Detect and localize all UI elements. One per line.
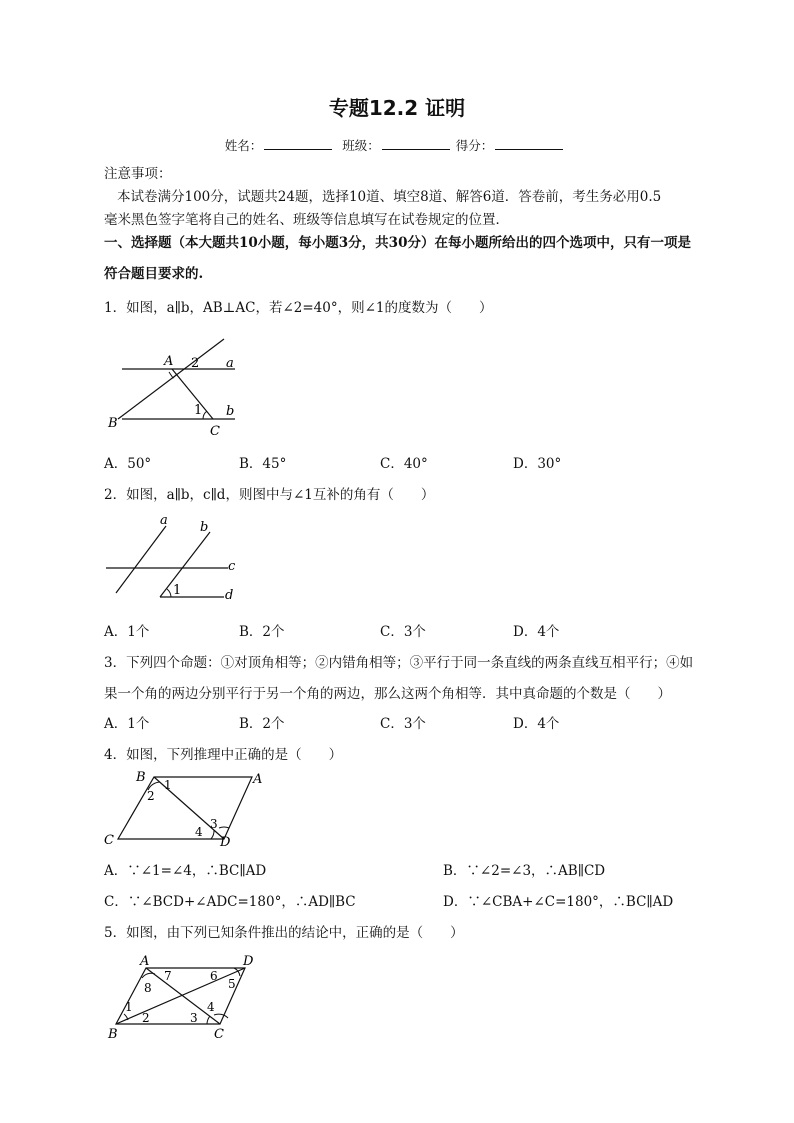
line-d-label: d [225, 588, 234, 603]
score-label: 得分： [455, 138, 494, 153]
question-1-option-c[interactable]: C．40° [380, 456, 428, 472]
question-4-option-c[interactable]: C．∵∠BCD+∠ADC=180°，∴AD∥BC [104, 894, 356, 910]
angle-1-label: 1 [164, 778, 172, 792]
label-A: A [140, 954, 150, 969]
angle-5-label: 5 [228, 977, 236, 991]
question-4-option-d[interactable]: D．∵∠CBA+∠C=180°，∴BC∥AD [443, 894, 674, 910]
label-A: A [253, 772, 263, 787]
label-A: A [164, 354, 174, 369]
question-3-line-2: 果一个角的两边分别平行于另一个角的两边，那么这两个角相等．其中真命题的个数是（ ） [104, 686, 671, 702]
name-label: 姓名： [224, 138, 263, 153]
angle-1-label: 1 [173, 583, 182, 598]
label-C: C [214, 1027, 224, 1042]
page-title: 专题12.2 证明 [328, 96, 466, 120]
angle-4-label: 4 [207, 1000, 215, 1014]
label-B: B [136, 770, 146, 785]
angle-1-label: 1 [125, 1000, 133, 1014]
question-3-option-a[interactable]: A．1个 [104, 716, 150, 732]
question-1-option-a[interactable]: A．50° [104, 456, 152, 472]
angle-8-label: 8 [144, 981, 152, 995]
question-3-option-d[interactable]: D．4个 [513, 716, 560, 732]
label-D: D [243, 954, 254, 969]
notice-line-2: 毫米黑色签字笔将自己的姓名、班级等信息填写在试卷规定的位置． [104, 212, 509, 228]
line-a-label: a [226, 356, 234, 371]
question-2-option-c[interactable]: C．3个 [380, 624, 426, 640]
line-b-label: b [200, 520, 209, 535]
notice-heading: 注意事项： [104, 166, 172, 182]
angle-3-label: 3 [210, 817, 218, 831]
label-D: D [220, 835, 231, 848]
notice-line-1: 本试卷满分100分，试题共24题，选择10道、填空8道、解答6道．答卷前，考生务必用0.5 [117, 189, 662, 205]
label-C: C [104, 833, 114, 848]
question-1-stem: 1．如图，a∥b，AB⊥AC，若∠2=40°，则∠1的度数为（ ） [104, 300, 493, 316]
student-info-line [0, 136, 794, 154]
question-2-option-b[interactable]: B．2个 [239, 624, 285, 640]
question-2-figure [100, 510, 260, 610]
question-4-figure [98, 766, 278, 848]
section-heading-line-2: 符合题目要求的. [104, 266, 204, 282]
angle-7-label: 7 [164, 969, 172, 983]
question-5-stem: 5．如图，由下列已知条件推出的结论中，正确的是（ ） [104, 925, 464, 941]
line-a-label: a [160, 513, 168, 528]
angle-2-label: 2 [142, 1011, 150, 1025]
question-4-stem: 4．如图，下列推理中正确的是（ ） [104, 747, 343, 763]
line-c-label: c [228, 559, 236, 574]
class-label: 班级： [342, 138, 380, 153]
label-C: C [210, 424, 220, 439]
question-4-option-b[interactable]: B．∵∠2=∠3，∴AB∥CD [443, 863, 606, 879]
question-2-option-d[interactable]: D．4个 [513, 624, 560, 640]
section-heading-line-1: 一、选择题（本大题共10小题，每小题3分，共30分）在每小题所给出的四个选项中，只有一项是 [104, 235, 691, 251]
angle-6-label: 6 [210, 969, 218, 983]
angle-3-label: 3 [190, 1011, 198, 1025]
question-5-figure [100, 948, 270, 1043]
question-1-option-b[interactable]: B．45° [239, 456, 287, 472]
line-b-label: b [226, 404, 235, 419]
label-B: B [108, 416, 118, 431]
angle-2-label: 2 [147, 789, 155, 803]
question-3-option-b[interactable]: B．2个 [239, 716, 285, 732]
question-2-stem: 2．如图，a∥b，c∥d，则图中与∠1互补的角有（ ） [104, 487, 435, 503]
angle-2-label: 2 [191, 356, 200, 371]
label-B: B [108, 1027, 118, 1042]
question-4-option-a[interactable]: A．∵∠1=∠4，∴BC∥AD [104, 863, 267, 879]
angle-4-label: 4 [195, 825, 203, 839]
score-blank[interactable] [495, 138, 563, 150]
question-2-option-a[interactable]: A．1个 [104, 624, 150, 640]
name-blank[interactable] [264, 138, 332, 150]
question-3-line-1: 3．下列四个命题：①对顶角相等；②内错角相等；③平行于同一条直线的两条直线互相平行；④如 [104, 655, 694, 671]
question-1-option-d[interactable]: D．30° [513, 456, 562, 472]
class-blank[interactable] [382, 138, 450, 150]
question-3-option-c[interactable]: C．3个 [380, 716, 426, 732]
question-1-figure [100, 325, 260, 440]
angle-1-label: 1 [194, 403, 203, 418]
